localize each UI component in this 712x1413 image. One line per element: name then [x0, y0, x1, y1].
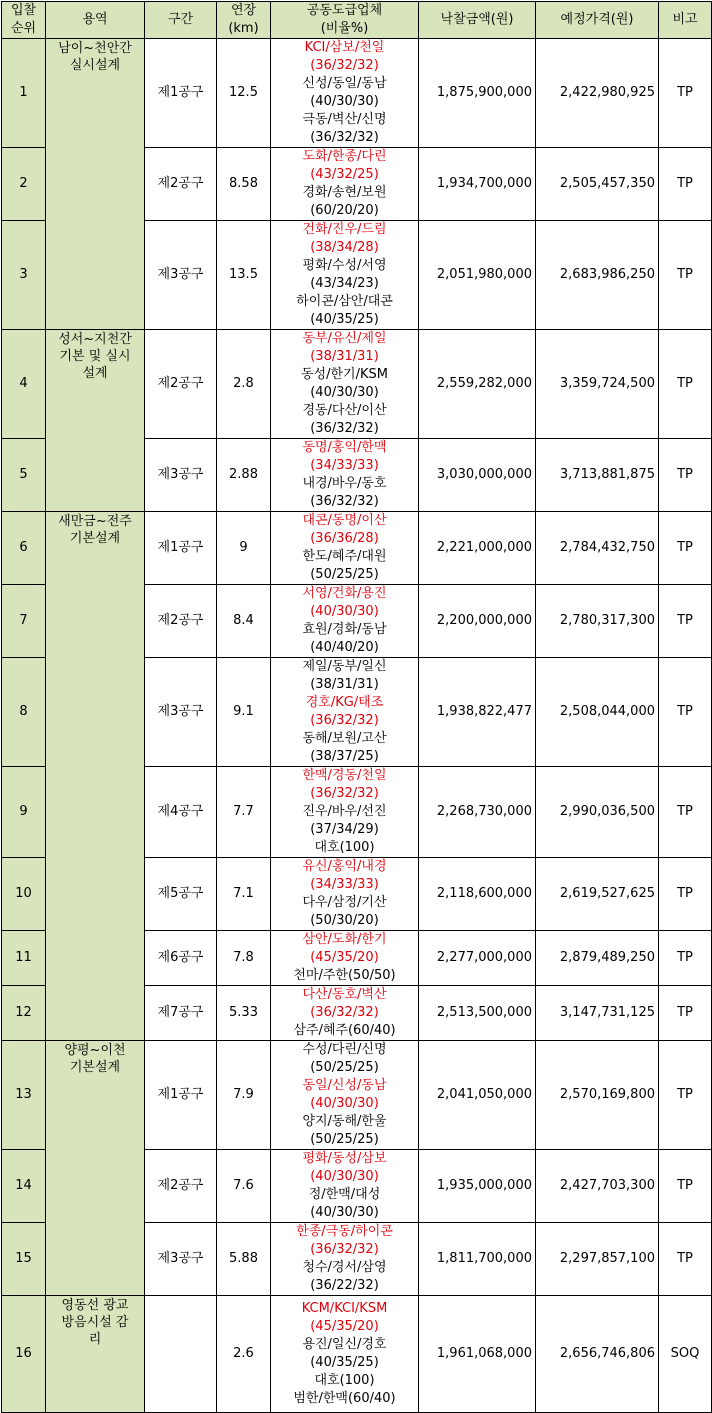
project-cell: [46, 39, 145, 330]
jv-cell: [271, 1223, 419, 1296]
note-cell: TP: [659, 39, 712, 148]
header-length: 연장 (km): [217, 2, 271, 39]
section-cell: 제2공구: [145, 148, 217, 221]
length-cell: 7.1: [217, 858, 271, 931]
winning-jv-line: (45/35/20): [310, 1319, 379, 1334]
note-cell: TP: [659, 1150, 712, 1223]
section-cell: 제3공구: [145, 1223, 217, 1296]
bid-amount-cell: 3,030,000,000: [419, 439, 536, 512]
bid-amount-cell: 2,221,000,000: [419, 512, 536, 585]
length-cell: 8.58: [217, 148, 271, 221]
length-cell: 9.1: [217, 658, 271, 767]
estimate-cell: 2,879,489,250: [536, 931, 659, 986]
jv-line: (40/30/30): [310, 1205, 379, 1220]
winning-jv-line: (40/30/30): [310, 604, 379, 619]
jv-cell: [271, 1150, 419, 1223]
jv-cell: [271, 148, 419, 221]
bid-amount-cell: 2,118,600,000: [419, 858, 536, 931]
jv-line: (36/22/32): [310, 1278, 379, 1293]
length-cell: 13.5: [217, 221, 271, 330]
winning-jv-line: 한맥/경동/천일: [302, 768, 387, 783]
estimate-cell: 3,147,731,125: [536, 986, 659, 1041]
jv-line: 극동/벽산/신명: [302, 112, 387, 127]
bid-amount-cell: 2,051,980,000: [419, 221, 536, 330]
rank-cell: 16: [2, 1296, 46, 1413]
rank-cell: 11: [2, 931, 46, 986]
project-name-line: 실시설계: [69, 58, 121, 73]
winning-jv-line: (45/35/20): [310, 950, 379, 965]
section-cell: 제7공구: [145, 986, 217, 1041]
rank-cell: 8: [2, 658, 46, 767]
estimate-cell: 2,505,457,350: [536, 148, 659, 221]
length-cell: 7.7: [217, 767, 271, 858]
bid-amount-cell: 1,934,700,000: [419, 148, 536, 221]
jv-line: (36/32/32): [310, 494, 379, 509]
rank-cell: 12: [2, 986, 46, 1041]
rank-cell: 1: [2, 39, 46, 148]
rank-cell: 7: [2, 585, 46, 658]
jv-cell: [271, 585, 419, 658]
jv-cell: [271, 986, 419, 1041]
rank-cell: 3: [2, 221, 46, 330]
section-cell: 제2공구: [145, 1150, 217, 1223]
project-name-line: 방음시설 감: [61, 1315, 129, 1330]
jv-cell: [271, 221, 419, 330]
jv-line: (37/34/29): [310, 822, 379, 837]
rank-cell: 2: [2, 148, 46, 221]
jv-line: 동성/한기/KSM: [301, 367, 388, 382]
project-cell: [46, 512, 145, 1041]
header-row: [2, 2, 712, 39]
jv-line: (40/35/25): [310, 312, 379, 327]
jv-line: 평화/수성/서영: [302, 258, 387, 273]
bid-amount-cell: 1,935,000,000: [419, 1150, 536, 1223]
jv-line: 효원/경화/동남: [302, 622, 387, 637]
estimate-cell: 2,784,432,750: [536, 512, 659, 585]
header-jv: 공동도급업체 (비율%): [271, 2, 419, 39]
project-name-line: 설계: [82, 366, 108, 381]
estimate-cell: 3,359,724,500: [536, 330, 659, 439]
table-row: [2, 1041, 712, 1150]
winning-jv-line: (36/36/28): [310, 531, 379, 546]
winning-jv-line: (40/30/30): [310, 1169, 379, 1184]
jv-cell: [271, 439, 419, 512]
project-cell: [46, 1041, 145, 1296]
winning-jv-line: 건화/진우/드림: [302, 222, 387, 237]
note-cell: TP: [659, 221, 712, 330]
jv-line: 하이콘/삼안/대콘: [296, 294, 393, 309]
jv-line: 대호(100): [314, 1373, 375, 1388]
jv-line: 신성/동일/동남: [302, 76, 387, 91]
project-name-line: 영동선 광교: [61, 1298, 129, 1313]
section-cell: 제5공구: [145, 858, 217, 931]
bid-amount-cell: 2,268,730,000: [419, 767, 536, 858]
jv-line: (36/32/32): [310, 130, 379, 145]
note-cell: TP: [659, 585, 712, 658]
jv-cell: [271, 330, 419, 439]
length-cell: 2.88: [217, 439, 271, 512]
bid-amount-cell: 2,277,000,000: [419, 931, 536, 986]
length-cell: 2.8: [217, 330, 271, 439]
jv-cell: [271, 931, 419, 986]
winning-jv-line: 삼안/도화/한기: [302, 932, 387, 947]
jv-line: 한도/혜주/대원: [302, 549, 387, 564]
winning-jv-line: 동명/홍익/한맥: [302, 440, 387, 455]
bid-amount-cell: 1,811,700,000: [419, 1223, 536, 1296]
winning-jv-line: 다산/동호/벽산: [302, 987, 387, 1002]
estimate-cell: 2,990,036,500: [536, 767, 659, 858]
bid-amount-cell: 1,875,900,000: [419, 39, 536, 148]
winning-jv-line: (36/32/32): [310, 713, 379, 728]
jv-line: 진우/바우/선진: [302, 804, 387, 819]
project-name-line: 양평~이천: [64, 1043, 126, 1058]
rank-cell: 9: [2, 767, 46, 858]
estimate-cell: 3,713,881,875: [536, 439, 659, 512]
length-cell: 2.6: [217, 1296, 271, 1413]
section-cell: 제1공구: [145, 512, 217, 585]
note-cell: TP: [659, 439, 712, 512]
estimate-cell: 2,297,857,100: [536, 1223, 659, 1296]
bid-amount-cell: 1,938,822,477: [419, 658, 536, 767]
length-cell: 7.6: [217, 1150, 271, 1223]
winning-jv-line: (36/32/32): [310, 58, 379, 73]
jv-line: 내경/바우/동호: [302, 476, 387, 491]
winning-jv-line: (43/32/25): [310, 167, 379, 182]
jv-line: (40/35/25): [310, 1355, 379, 1370]
winning-jv-line: 경호/KG/태조: [305, 695, 384, 710]
project-name-line: 리: [88, 1332, 102, 1347]
winning-jv-line: (34/33/33): [310, 458, 379, 473]
jv-line: (50/25/25): [310, 567, 379, 582]
rank-cell: 15: [2, 1223, 46, 1296]
jv-line: (38/31/31): [310, 677, 379, 692]
jv-line: 다우/삼정/기산: [302, 895, 387, 910]
jv-line: (40/30/30): [310, 385, 379, 400]
header-note: 비고: [659, 2, 712, 39]
section-cell: 제3공구: [145, 221, 217, 330]
project-name-line: 남이~천안간: [58, 41, 132, 56]
jv-line: 수성/다린/신명: [302, 1042, 387, 1057]
note-cell: SOQ: [659, 1296, 712, 1413]
estimate-cell: 2,508,044,000: [536, 658, 659, 767]
bid-amount-cell: 2,200,000,000: [419, 585, 536, 658]
jv-line: 경동/다산/이산: [302, 403, 387, 418]
length-cell: 7.8: [217, 931, 271, 986]
header-project: 용역: [46, 2, 145, 39]
header-rank: 입찰 순위: [2, 2, 46, 39]
jv-cell: [271, 658, 419, 767]
winning-jv-line: 유신/홍익/내경: [302, 859, 387, 874]
estimate-cell: 2,683,986,250: [536, 221, 659, 330]
rank-cell: 5: [2, 439, 46, 512]
project-name-line: 새만금~전주: [58, 514, 132, 529]
estimate-cell: 2,422,980,925: [536, 39, 659, 148]
winning-jv-line: 동일/신성/동남: [302, 1078, 387, 1093]
jv-line: 범한/한맥(60/40): [293, 1391, 396, 1406]
project-cell: [46, 330, 145, 512]
winning-jv-line: (36/32/32): [310, 1005, 379, 1020]
bid-amount-cell: 2,513,500,000: [419, 986, 536, 1041]
jv-line: (40/30/30): [310, 94, 379, 109]
table-row: [2, 39, 712, 148]
jv-line: (50/25/25): [310, 1132, 379, 1147]
note-cell: TP: [659, 767, 712, 858]
winning-jv-line: 한종/극동/하이콘: [296, 1224, 393, 1239]
table-row: [2, 330, 712, 439]
winning-jv-line: KCI/삼보/천일: [304, 40, 385, 55]
winning-jv-line: (40/30/30): [310, 1096, 379, 1111]
note-cell: TP: [659, 658, 712, 767]
jv-line: 정/한맥/대성: [308, 1187, 381, 1202]
length-cell: 12.5: [217, 39, 271, 148]
jv-line: (43/34/23): [310, 276, 379, 291]
winning-jv-line: KCM/KCI/KSM: [301, 1301, 388, 1316]
estimate-cell: 2,427,703,300: [536, 1150, 659, 1223]
jv-line: 대호(100): [314, 840, 375, 855]
length-cell: 9: [217, 512, 271, 585]
length-cell: 5.33: [217, 986, 271, 1041]
note-cell: TP: [659, 512, 712, 585]
jv-line: 용진/일신/경호: [302, 1337, 387, 1352]
jv-line: 제일/동부/일신: [302, 659, 387, 674]
estimate-cell: 2,570,169,800: [536, 1041, 659, 1150]
rank-cell: 4: [2, 330, 46, 439]
winning-jv-line: (38/31/31): [310, 349, 379, 364]
jv-line: 경화/송현/보원: [302, 185, 387, 200]
jv-line: 양지/동해/한울: [302, 1114, 387, 1129]
section-cell: 제3공구: [145, 439, 217, 512]
rank-cell: 14: [2, 1150, 46, 1223]
bid-results-table: [1, 1, 712, 1413]
winning-jv-line: 평화/동성/삼보: [302, 1151, 387, 1166]
project-name-line: 기본설계: [69, 1060, 121, 1075]
note-cell: TP: [659, 1041, 712, 1150]
rank-cell: 13: [2, 1041, 46, 1150]
jv-line: (50/30/20): [310, 913, 379, 928]
jv-line: (50/25/25): [310, 1060, 379, 1075]
estimate-cell: 2,619,527,625: [536, 858, 659, 931]
section-cell: 제1공구: [145, 39, 217, 148]
note-cell: TP: [659, 1223, 712, 1296]
project-name-line: 성서~지천간: [58, 332, 132, 347]
jv-line: (38/37/25): [310, 749, 379, 764]
header-section: 구간: [145, 2, 217, 39]
jv-cell: [271, 512, 419, 585]
project-name-line: 기본설계: [69, 531, 121, 546]
jv-cell: [271, 858, 419, 931]
jv-line: 천마/주한(50/50): [293, 968, 396, 983]
note-cell: TP: [659, 148, 712, 221]
jv-line: 청수/경서/삼영: [302, 1260, 387, 1275]
bid-amount-cell: 1,961,068,000: [419, 1296, 536, 1413]
note-cell: TP: [659, 858, 712, 931]
jv-cell: [271, 39, 419, 148]
rank-cell: 6: [2, 512, 46, 585]
winning-jv-line: 동부/유신/제일: [302, 331, 387, 346]
winning-jv-line: 대콘/동명/이산: [302, 513, 387, 528]
length-cell: 8.4: [217, 585, 271, 658]
bid-amount-cell: 2,041,050,000: [419, 1041, 536, 1150]
jv-line: 동해/보원/고산: [302, 731, 387, 746]
header-estimate: 예정가격(원): [536, 2, 659, 39]
jv-line: (60/20/20): [310, 203, 379, 218]
project-name-line: 기본 및 실시: [59, 349, 131, 364]
jv-cell: [271, 767, 419, 858]
bid-amount-cell: 2,559,282,000: [419, 330, 536, 439]
note-cell: TP: [659, 330, 712, 439]
section-cell: 제4공구: [145, 767, 217, 858]
note-cell: TP: [659, 986, 712, 1041]
header-bid-amount: 낙찰금액(원): [419, 2, 536, 39]
winning-jv-line: 도화/한종/다린: [302, 149, 387, 164]
estimate-cell: 2,780,317,300: [536, 585, 659, 658]
rank-cell: 10: [2, 858, 46, 931]
section-cell: 제2공구: [145, 330, 217, 439]
section-cell: 제6공구: [145, 931, 217, 986]
winning-jv-line: (36/32/32): [310, 786, 379, 801]
jv-line: (40/40/20): [310, 640, 379, 655]
jv-line: (36/32/32): [310, 421, 379, 436]
winning-jv-line: (38/34/28): [310, 240, 379, 255]
length-cell: 7.9: [217, 1041, 271, 1150]
winning-jv-line: (36/32/32): [310, 1242, 379, 1257]
estimate-cell: 2,656,746,806: [536, 1296, 659, 1413]
length-cell: 5.88: [217, 1223, 271, 1296]
section-cell: 제3공구: [145, 658, 217, 767]
jv-cell: [271, 1041, 419, 1150]
section-cell: 제1공구: [145, 1041, 217, 1150]
note-cell: TP: [659, 931, 712, 986]
winning-jv-line: 서영/건화/용진: [302, 586, 387, 601]
winning-jv-line: (34/33/33): [310, 877, 379, 892]
jv-line: 삼주/혜주(60/40): [293, 1023, 396, 1038]
section-cell: 제2공구: [145, 585, 217, 658]
table-row: [2, 512, 712, 585]
